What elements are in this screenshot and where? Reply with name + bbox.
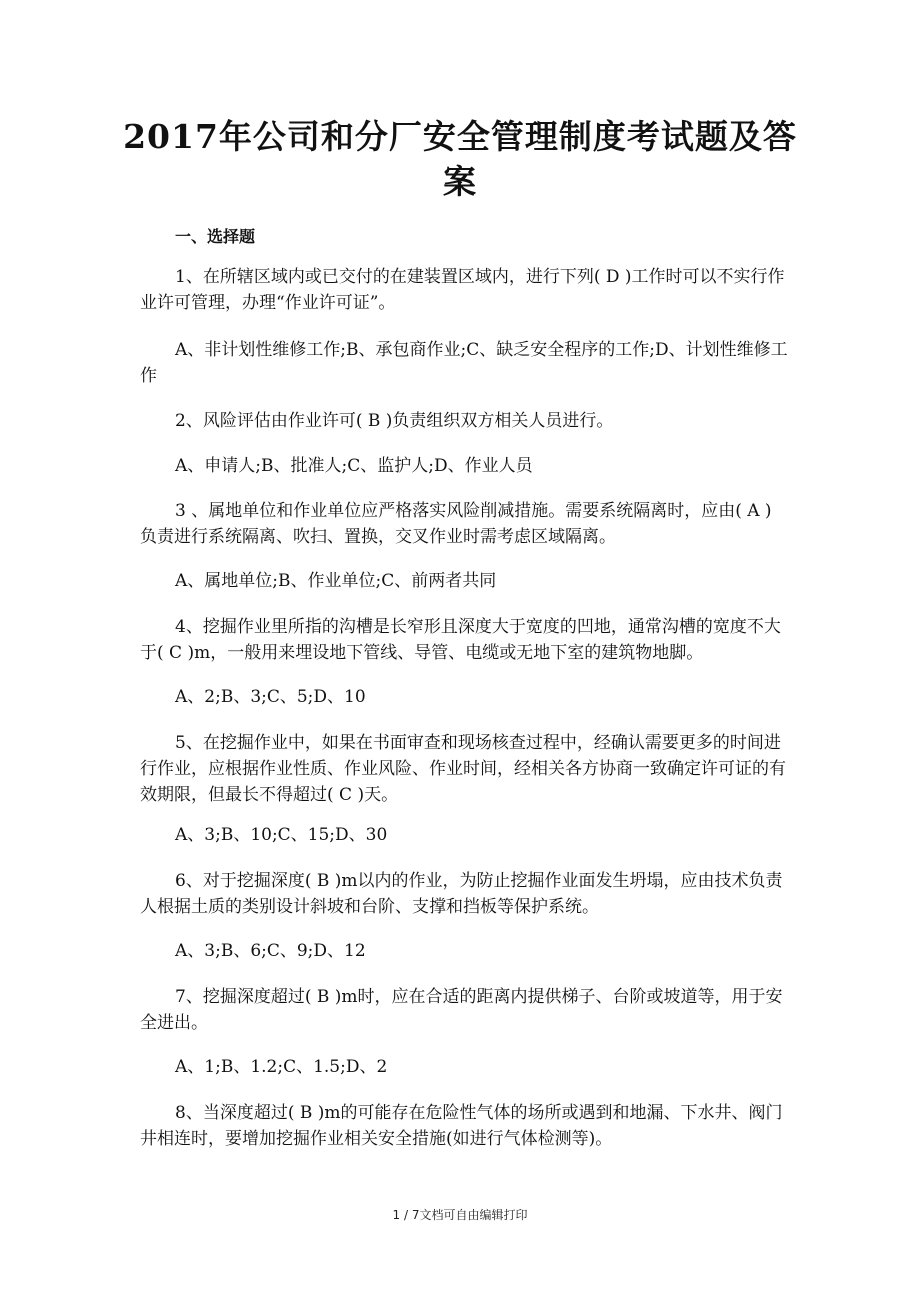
options-4: A、2;B、3;C、5;D、10	[175, 687, 366, 707]
question-5: 5、在挖掘作业中，如果在书面审查和现场核查过程中，经确认需要更多的时间进行作业，应根据作业性质、作业风险、作业时间，经相关各方协商一致确定许可证的有效期限，但最长不得超过( C )天。	[140, 733, 786, 805]
options-5: A、3;B、10;C、15;D、30	[175, 825, 388, 845]
question-7: 7、挖掘深度超过( B )m时，应在合适的距离内提供梯子、台阶或坡道等，用于安全进出。	[140, 987, 783, 1033]
options-6: A、3;B、6;C、9;D、12	[175, 941, 366, 961]
options-3: A、属地单位;B、作业单位;C、前两者共同	[175, 571, 497, 591]
options-1: A、非计划性维修工作;B、承包商作业;C、缺乏安全程序的工作;D、计划性维修工作	[140, 340, 788, 386]
section-heading: 一、选择题	[175, 227, 256, 246]
options-7: A、1;B、1.2;C、1.5;D、2	[175, 1057, 388, 1077]
page-footer: 1 / 7文档可自由编辑打印	[392, 1208, 528, 1222]
question-1: 1、在所辖区域内或已交付的在建装置区域内，进行下列( D )工作时可以不实行作业许可管理，办理“作业许可证”。	[140, 267, 785, 313]
question-6: 6、对于挖掘深度( B )m以内的作业，为防止挖掘作业面发生坍塌，应由技术负责人根据土质的类别设计斜坡和台阶、支撑和挡板等保护系统。	[140, 871, 783, 917]
document-title: 2017年公司和分厂安全管理制度考试题及答案	[123, 117, 797, 201]
question-4: 4、挖掘作业里所指的沟槽是长窄形且深度大于宽度的凹地，通常沟槽的宽度不大于( C )m，一般用来埋设地下管线、导管、电缆或无地下室的建筑物地脚。	[140, 617, 781, 663]
question-2: 2、风险评估由作业许可( B )负责组织双方相关人员进行。	[175, 411, 614, 431]
question-8: 8、当深度超过( B )m的可能存在危险性气体的场所或遇到和地漏、下水井、阀门井相连时，要增加挖掘作业相关安全措施(如进行气体检测等)。	[140, 1103, 783, 1149]
options-2: A、申请人;B、批准人;C、监护人;D、作业人员	[175, 456, 533, 476]
question-3: 3 、属地单位和作业单位应严格落实风险削减措施。需要系统隔离时，应由( A )负责进行系统隔离、吹扫、置换，交叉作业时需考虑区域隔离。	[140, 501, 772, 547]
